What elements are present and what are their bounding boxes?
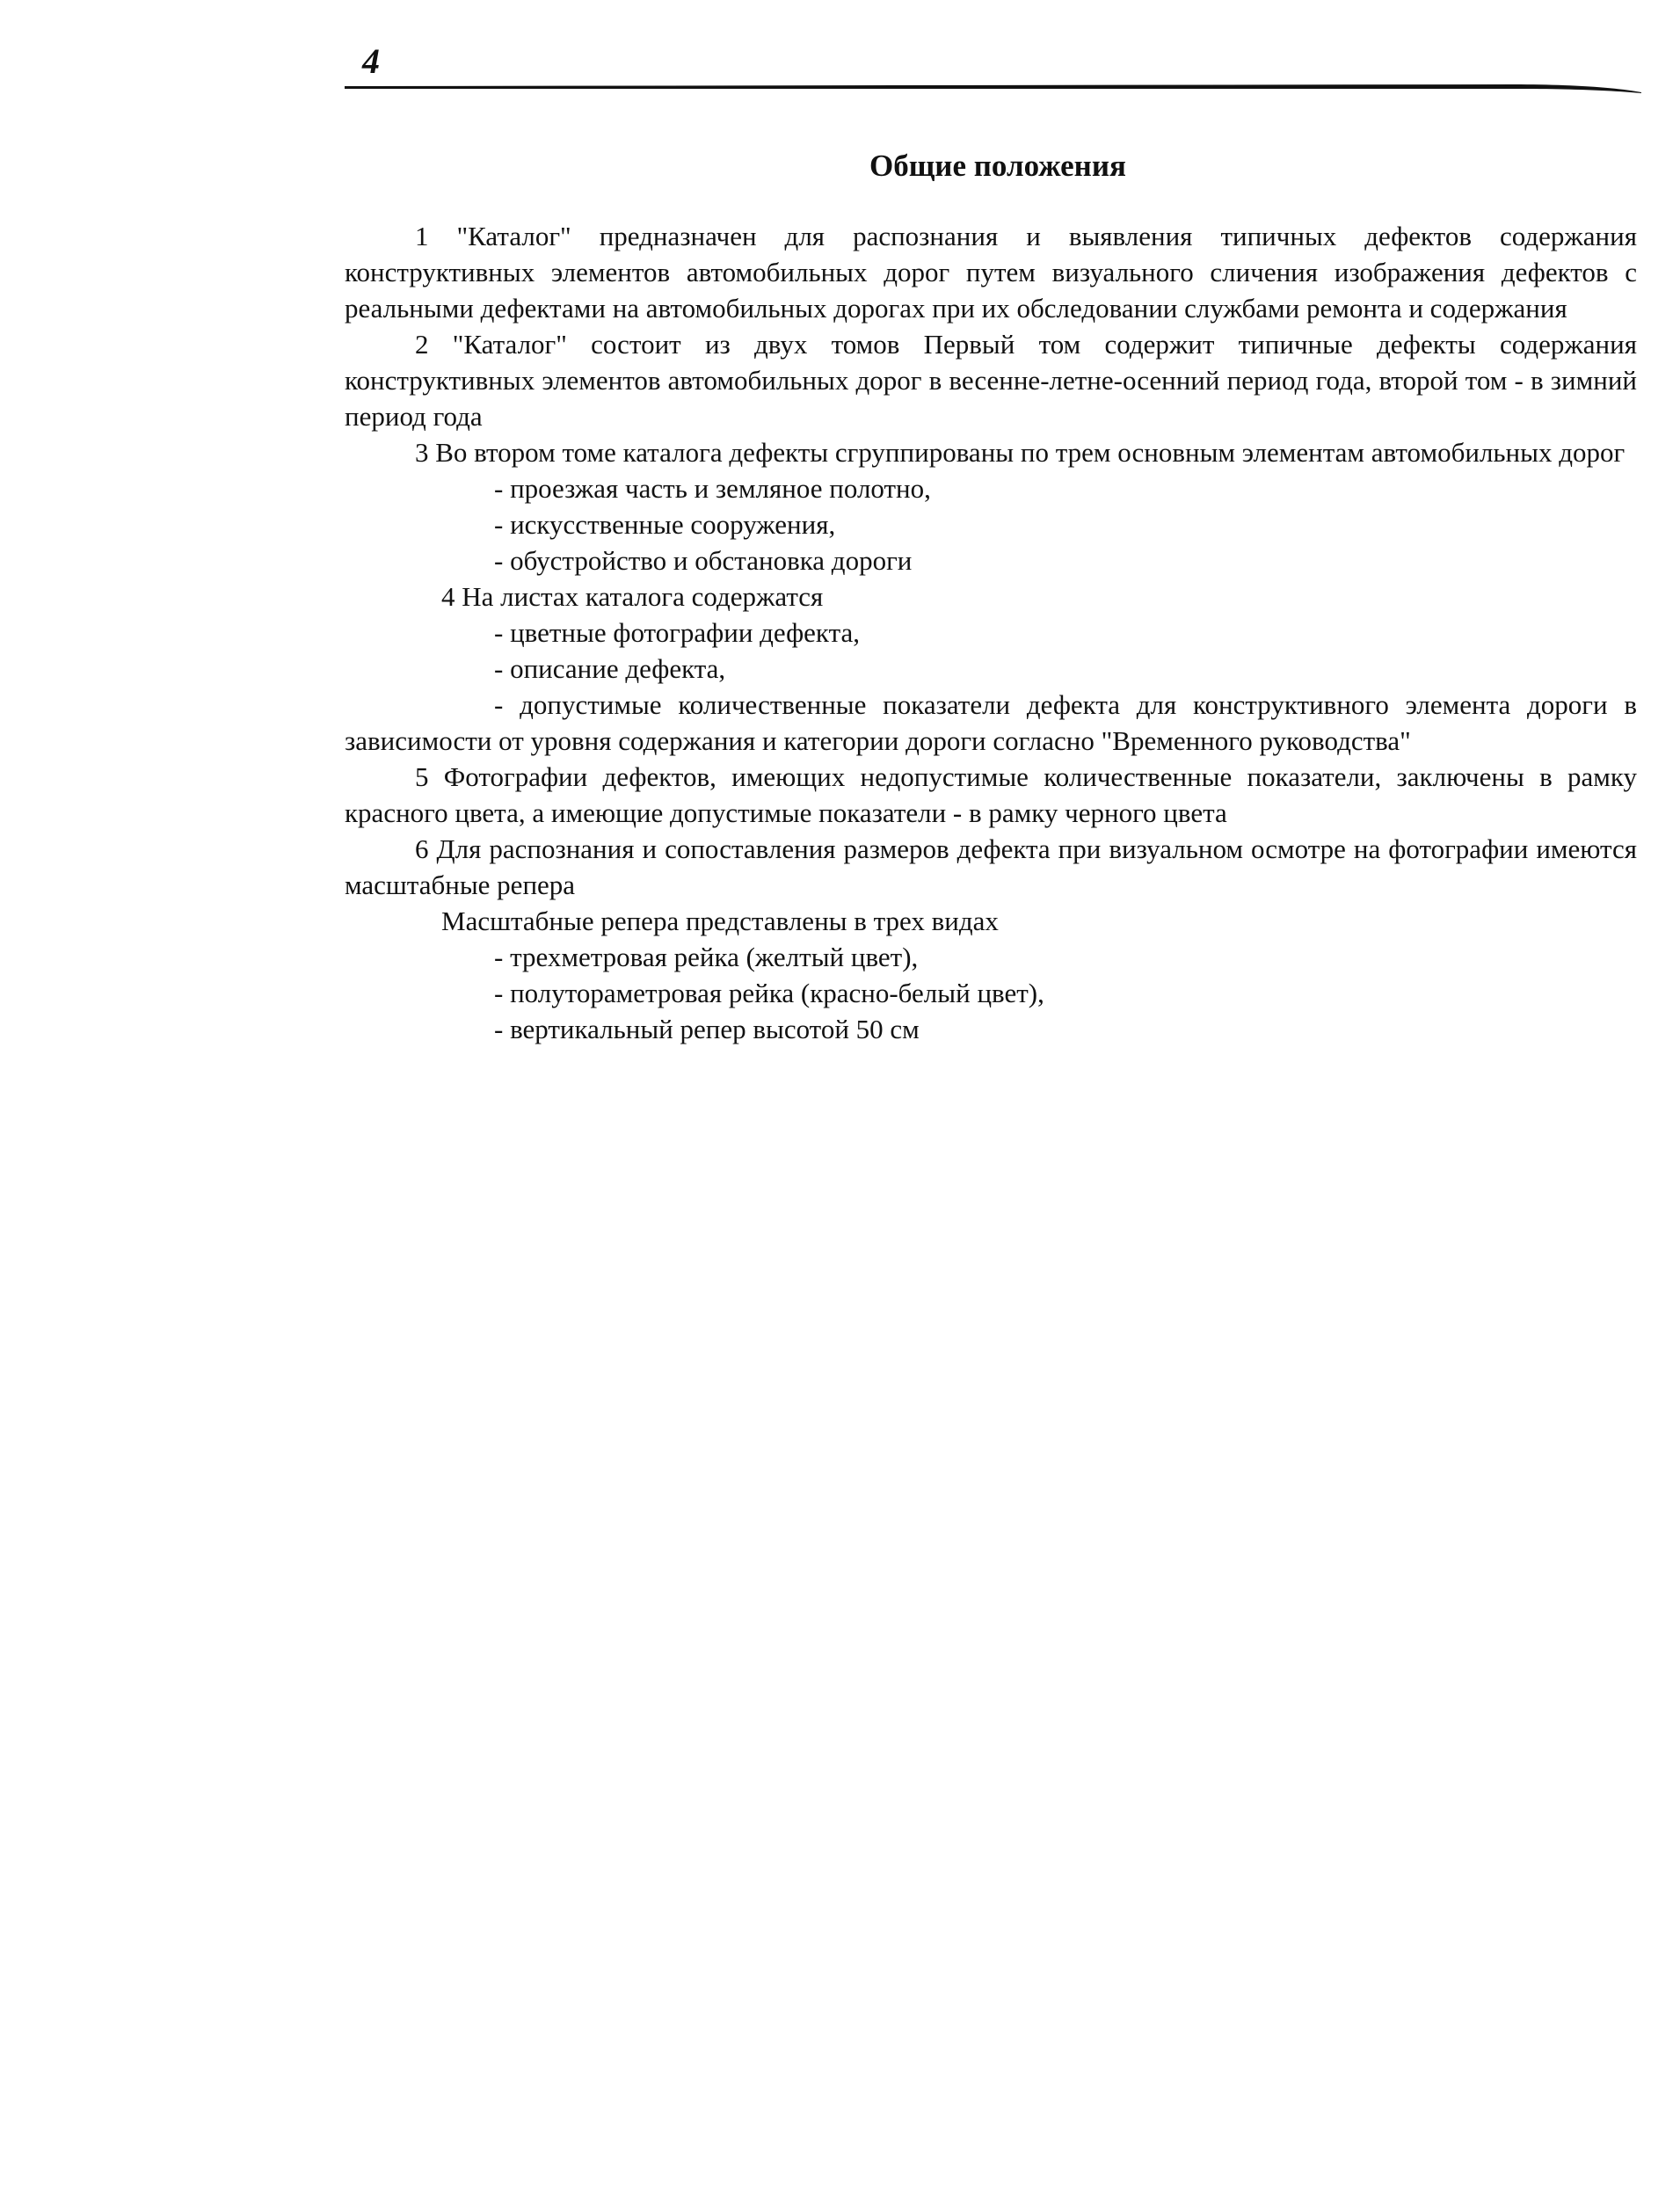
section-title: Общие положения: [869, 149, 1126, 183]
paragraph-2: 2 "Каталог" состоит из двух томов Первый том содержит типичные дефекты содержания конструктивных элементов автомобильных дорог в весенне-летне-осенний период года, второй том - в зимний период года: [345, 329, 1637, 432]
paragraph-6-sub: Масштабные репера представлены в трех видах: [441, 906, 999, 936]
list-item: - обустройство и обстановка дороги: [494, 545, 913, 576]
paragraph-6: 6 Для распознания и сопоставления размеров дефекта при визуальном осмотре на фотографии имеются масштабные репера: [345, 833, 1637, 900]
document-body: [345, 218, 1637, 1047]
list-item: - искусственные сооружения,: [494, 509, 836, 540]
header-rule: [345, 81, 1641, 95]
list-item: - проезжая часть и земляное полотно,: [494, 473, 931, 504]
list-item: - полутораметровая рейка (красно-белый цвет),: [494, 978, 1044, 1008]
list-item: - цветные фотографии дефекта,: [494, 617, 861, 648]
list-item: - трехметровая рейка (желтый цвет),: [494, 942, 919, 972]
paragraph-4: 4 На листах каталога содержатся: [441, 581, 824, 612]
list-item: - описание дефекта,: [494, 653, 726, 684]
list-item: - вертикальный репер высотой 50 см: [494, 1014, 920, 1044]
page-number: 4: [362, 41, 380, 81]
paragraph-3: 3 Во втором томе каталога дефекты сгруппированы по трем основным элементам автомобильных дорог: [415, 437, 1625, 468]
paragraph-5: 5 Фотографии дефектов, имеющих недопустимые количественные показатели, заключены в рамку красного цвета, а имеющие допустимые показатели - в рамку черного цвета: [345, 761, 1637, 828]
list-item-long: - допустимые количественные показатели дефекта для конструктивного элемента дороги в зависимости от уровня содержания и категории дороги согласно "Временного руководства": [345, 689, 1637, 756]
paragraph-1: 1 "Каталог" предназначен для распознания и выявления типичных дефектов содержания конструктивных элементов автомобильных дорог путем визуального сличения изображения дефектов с реальными дефектами на автомобильных дорогах при их обследовании службами ремонта и содержания: [345, 221, 1637, 324]
